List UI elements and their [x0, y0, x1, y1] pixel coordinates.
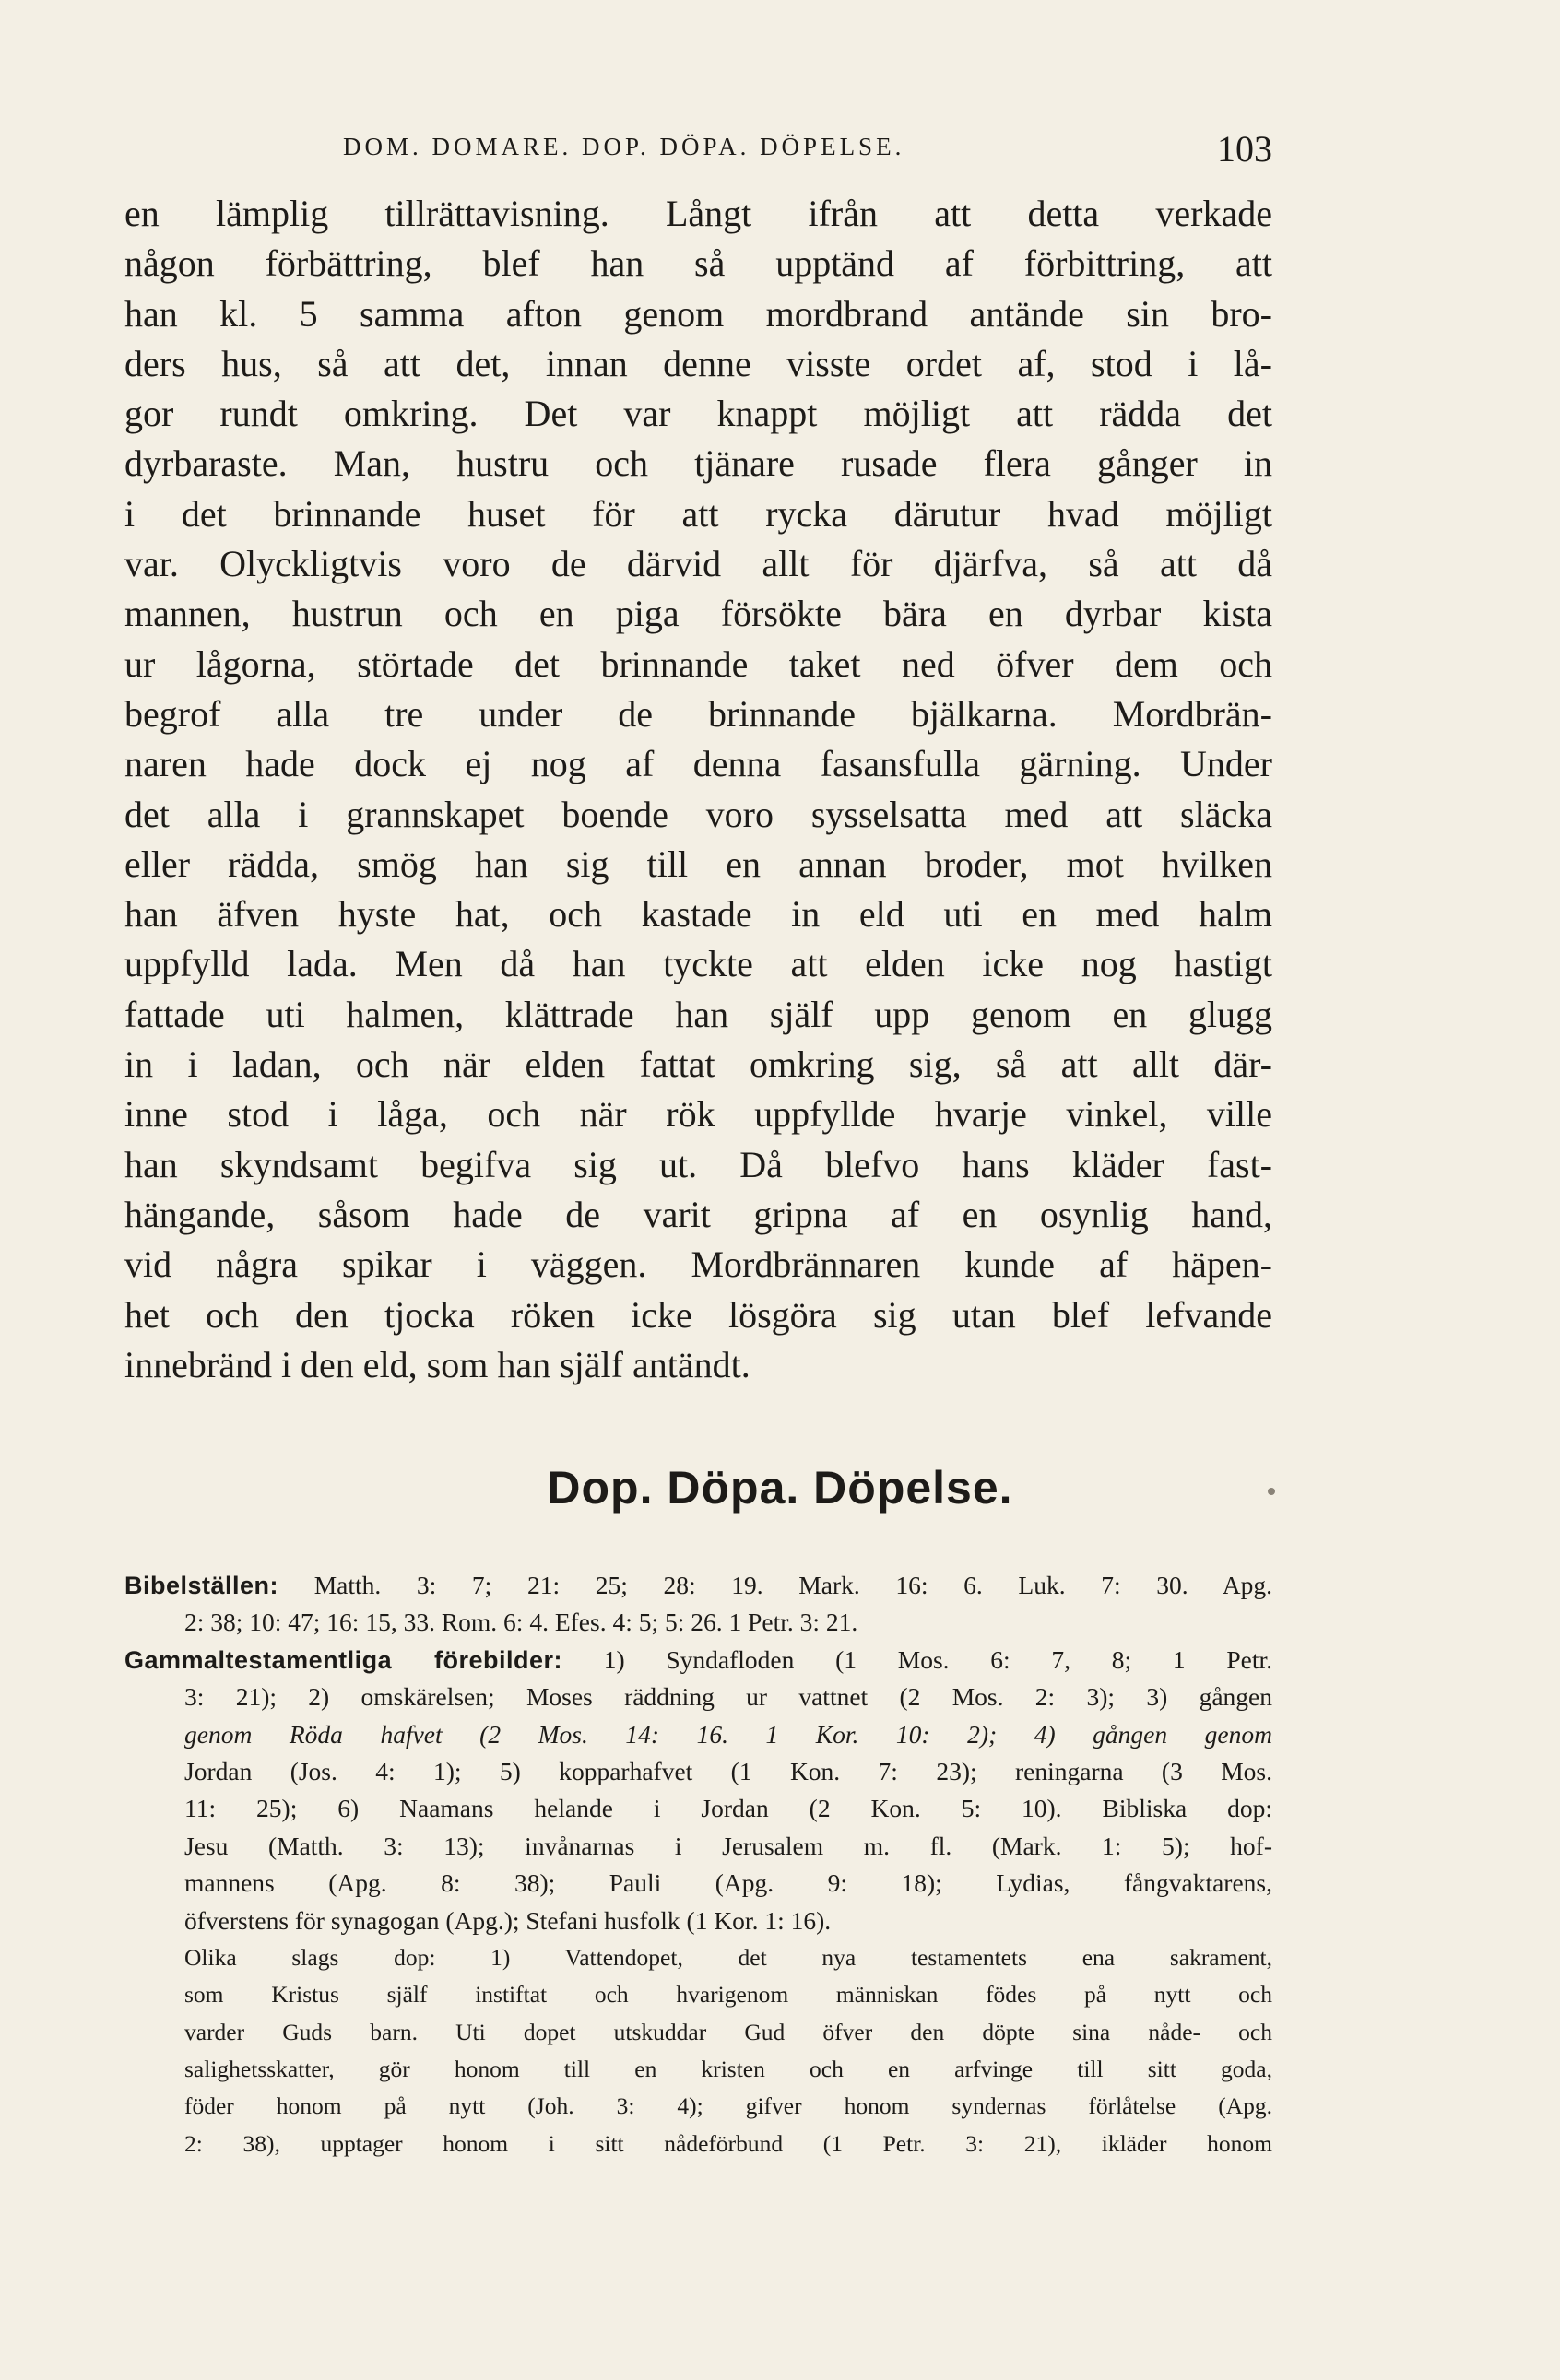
note-line: 11: 25); 6) Naamans helande i Jordan (2 Kon. 5: 10). Bibliska dop:	[184, 1794, 1272, 1823]
body-line: någon förbättring, blef han så upptänd af förbittring, att	[124, 242, 1272, 285]
body-line: innebränd i den eld, som han själf antändt.	[124, 1343, 750, 1385]
body-line: in i ladan, och när elden fattat omkring sig, så att allt där-	[124, 1043, 1272, 1086]
note-line: som Kristus själf instiftat och hvarigenom människan födes på nytt och	[184, 1981, 1272, 2009]
body-line: i det brinnande huset för att rycka därutur hvad möjligt	[124, 492, 1272, 535]
body-line: dyrbaraste. Man, hustru och tjänare rusade flera gånger in	[124, 442, 1272, 485]
body-line: fattade uti halmen, klättrade han själf upp genom en glugg	[124, 993, 1272, 1035]
notes-block	[124, 1567, 1272, 2162]
note-line: mannens (Apg. 8: 38); Pauli (Apg. 9: 18); Lydias, fångvaktarens,	[184, 1868, 1272, 1898]
body-line: vid några spikar i väggen. Mordbrännaren kunde af häpen-	[124, 1243, 1272, 1286]
note-line: 2: 38; 10: 47; 16: 15, 33. Rom. 6: 4. Efes. 4: 5; 5: 26. 1 Petr. 3: 21.	[184, 1608, 858, 1637]
body-line: gor rundt omkring. Det var knappt möjligt att rädda det	[124, 393, 1272, 435]
body-line: mannen, hustrun och en piga försökte bära en dyrbar kista	[124, 593, 1272, 635]
body-line: hängande, såsom hade de varit gripna af en osynlig hand,	[124, 1193, 1272, 1235]
gammal-label: Gammaltestamentliga förebilder:	[124, 1645, 562, 1674]
body-line: eller rädda, smög han sig till en annan broder, mot hvilken	[124, 842, 1272, 885]
body-line: inne stod i låga, och när rök uppfyllde hvarje vinkel, ville	[124, 1093, 1272, 1136]
body-line: het och den tjocka röken icke lösgöra sig utan blef lefvande	[124, 1293, 1272, 1336]
body-line: ur lågorna, störtade det brinnande taket ned öfver dem och	[124, 642, 1272, 685]
note-line: Jesu (Matth. 3: 13); invånarnas i Jerusalem m. fl. (Mark. 1: 5); hof-	[184, 1831, 1272, 1860]
body-text	[124, 189, 1272, 1390]
note-line: Olika slags dop: 1) Vattendopet, det nya testamentets ena sakrament,	[184, 1943, 1272, 1971]
note-line: varder Guds barn. Uti dopet utskuddar Gud öfver den döpte sina nåde- och	[184, 2018, 1272, 2045]
body-line: han kl. 5 samma afton genom mordbrand antände sin bro-	[124, 292, 1272, 335]
body-line: han skyndsamt begifva sig ut. Då blefvo hans kläder fast-	[124, 1143, 1272, 1185]
body-line: uppfylld lada. Men då han tyckte att elden icke nog hastigt	[124, 943, 1272, 985]
body-line: naren hade dock ej nog af denna fasansfulla gärning. Under	[124, 743, 1272, 785]
bibelstallen-label: Bibelställen:	[124, 1572, 279, 1599]
bibelstallen-line	[124, 1567, 1272, 1604]
note-line: föder honom på nytt (Joh. 3: 4); gifver honom syndernas förlåtelse (Apg.	[184, 2092, 1272, 2120]
note-line: genom Röda hafvet (2 Mos. 14: 16. 1 Kor. 10: 2); 4) gången genom	[184, 1719, 1272, 1749]
ink-dot	[1268, 1488, 1275, 1495]
section-heading: Dop. Döpa. Döpelse.	[547, 1462, 1013, 1514]
gammal-line	[124, 1642, 1272, 1679]
running-title: DOM. DOMARE. DOP. DÖPA. DÖPELSE.	[343, 133, 905, 160]
body-line: han äfven hyste hat, och kastade in eld uti en med halm	[124, 893, 1272, 936]
body-line: begrof alla tre under de brinnande bjälkarna. Mordbrän-	[124, 692, 1272, 735]
body-line: var. Olyckligtvis voro de därvid allt för djärfva, så att då	[124, 543, 1272, 585]
note-line: salighetsskatter, gör honom till en kristen och en arfvinge till sitt goda,	[184, 2056, 1272, 2083]
body-line: ders hus, så att det, innan denne visste ordet af, stod i lå-	[124, 342, 1272, 384]
note-line: öfverstens för synagogan (Apg.); Stefani husfolk (1 Kor. 1: 16).	[184, 1905, 832, 1935]
page-number: 103	[1217, 128, 1272, 170]
body-line: en lämplig tillrättavisning. Långt ifrån att detta verkade	[124, 193, 1272, 234]
gammal-refs: 1) Syndafloden (1 Mos. 6: 7, 8; 1 Petr.	[603, 1644, 1272, 1674]
note-line: 2: 38), upptager honom i sitt nådeförbund (1 Petr. 3: 21), ikläder honom	[184, 2129, 1272, 2157]
running-head	[129, 127, 1272, 171]
bibelstallen-refs: Matth. 3: 7; 21: 25; 28: 19. Mark. 16: 6. Luk. 7: 30. Apg.	[313, 1571, 1272, 1599]
note-line: Jordan (Jos. 4: 1); 5) kopparhafvet (1 Kon. 7: 23); reningarna (3 Mos.	[184, 1756, 1272, 1785]
body-line: det alla i grannskapet boende voro sysselsatta med att släcka	[124, 793, 1272, 835]
note-line: 3: 21); 2) omskärelsen; Moses räddning ur vattnet (2 Mos. 2: 3); 3) gången	[184, 1682, 1272, 1712]
